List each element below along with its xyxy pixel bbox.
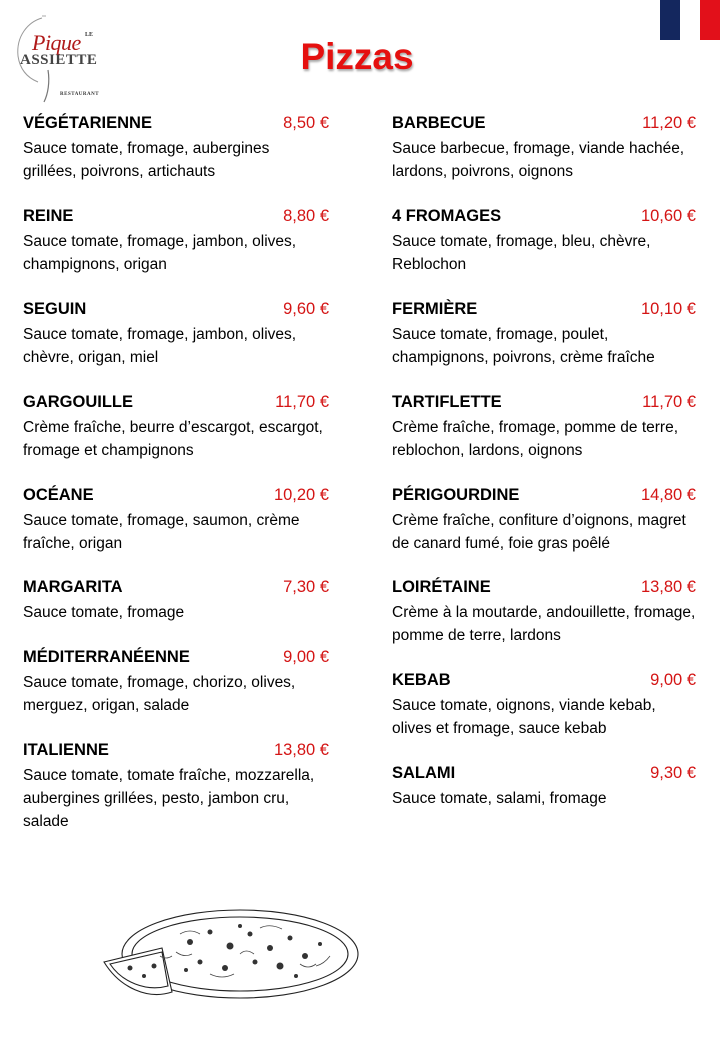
pizza-name: SEGUIN [23, 300, 87, 318]
pizza-price: 10,60 € [640, 207, 696, 225]
pizza-name: OCÉANE [23, 486, 94, 504]
pizza-price: 7,30 € [283, 578, 329, 596]
pizza-name: MARGARITA [23, 578, 123, 596]
logo-restaurant-text: RESTAURANT [60, 92, 100, 97]
flag-red-stripe [700, 0, 720, 40]
pizza-price: 8,50 € [283, 114, 329, 132]
pizza-name: SALAMI [392, 764, 456, 782]
pizza-description: Sauce tomate, fromage, jambon, olives, champignons, origan [23, 233, 297, 273]
pizza-description: Sauce tomate, oignons, viande kebab, olives et fromage, sauce kebab [392, 697, 656, 737]
menu-item [23, 486, 327, 555]
pizza-price: 14,80 € [640, 486, 696, 504]
pizza-description: Sauce tomate, fromage, saumon, crème fraîche, origan [23, 512, 300, 552]
pizza-price: 8,80 € [283, 207, 329, 225]
pizza-price: 10,10 € [640, 300, 696, 318]
pizza-price: 11,70 € [275, 393, 329, 411]
flag-blue-stripe [660, 0, 680, 40]
pizza-name: ITALIENNE [23, 741, 109, 759]
pizza-description: Sauce tomate, fromage, aubergines grillées, poivrons, artichauts [23, 140, 270, 180]
logo-pique-text: Pique [32, 30, 81, 55]
pizza-price: 11,20 € [642, 114, 696, 132]
pizza-description: Sauce tomate, fromage, bleu, chèvre, Reblochon [392, 233, 651, 273]
pizza-name: TARTIFLETTE [392, 393, 502, 411]
pizza-price: 10,20 € [273, 486, 329, 504]
menu-item [392, 486, 696, 555]
french-flag-icon[interactable] [660, 0, 720, 40]
pizza-description: Sauce barbecue, fromage, viande hachée, lardons, poivrons, oignons [392, 140, 685, 180]
pizza-price: 11,70 € [642, 393, 696, 411]
menu-item [392, 207, 696, 276]
pizza-description: Crème fraîche, beurre d’escargot, escargot, fromage et champignons [23, 419, 323, 459]
pizza-name: FERMIÈRE [392, 300, 478, 318]
pizza-description: Crème à la moutarde, andouillette, fromage, pomme de terre, lardons [392, 604, 696, 644]
pizza-name: GARGOUILLE [23, 393, 133, 411]
menu-item [392, 393, 696, 462]
page-title: Pizzas [300, 36, 414, 77]
pizza-icon [100, 904, 362, 1012]
pizza-name: BARBECUE [392, 114, 486, 132]
menu-item [392, 578, 696, 647]
pizza-description: Sauce tomate, fromage, poulet, champignons, poivrons, crème fraîche [392, 326, 655, 366]
menu-item [23, 207, 327, 276]
menu-item [23, 741, 327, 833]
pizza-description: Sauce tomate, fromage, chorizo, olives, merguez, origan, salade [23, 674, 296, 714]
menu-item [23, 393, 327, 462]
pizza-description: Sauce tomate, fromage [23, 604, 185, 621]
menu-item [392, 764, 696, 810]
menu-item [392, 671, 696, 740]
pizza-description: Crème fraîche, confiture d’oignons, magret de canard fumé, foie gras poêlé [392, 512, 686, 552]
logo-assiette-text: ASSIETTE [20, 52, 98, 68]
menu-item [23, 648, 327, 717]
logo-le-text: LE [85, 32, 94, 38]
menu-item [23, 300, 327, 369]
pizza-name: MÉDITERRANÉENNE [23, 648, 190, 666]
pizza-name: REINE [23, 207, 74, 225]
pizza-description: Sauce tomate, fromage, jambon, olives, chèvre, origan, miel [23, 326, 297, 366]
pizza-name: PÉRIGOURDINE [392, 486, 520, 504]
pizza-name: KEBAB [392, 671, 451, 689]
pizza-description: Sauce tomate, salami, fromage [392, 790, 607, 807]
pizza-name: LOIRÉTAINE [392, 578, 491, 596]
pizza-price: 9,60 € [283, 300, 329, 318]
pizza-price: 13,80 € [640, 578, 696, 596]
menu-item [392, 300, 696, 369]
pizza-price: 9,30 € [650, 764, 696, 782]
menu-item [23, 114, 327, 183]
pizza-illustration [100, 904, 362, 1012]
pizza-description: Sauce tomate, tomate fraîche, mozzarella, aubergines grillées, pesto, jambon cru, salade [23, 767, 315, 830]
pizza-name: VÉGÉTARIENNE [23, 114, 152, 132]
menu-item [23, 578, 327, 624]
pizza-price: 9,00 € [650, 671, 696, 689]
menu-item [392, 114, 696, 183]
pizza-price: 9,00 € [283, 648, 329, 666]
pizza-name: 4 FROMAGES [392, 207, 502, 225]
pizza-price: 13,80 € [273, 741, 329, 759]
flag-white-stripe [680, 0, 700, 40]
pizza-description: Crème fraîche, fromage, pomme de terre, reblochon, lardons, oignons [392, 419, 679, 459]
